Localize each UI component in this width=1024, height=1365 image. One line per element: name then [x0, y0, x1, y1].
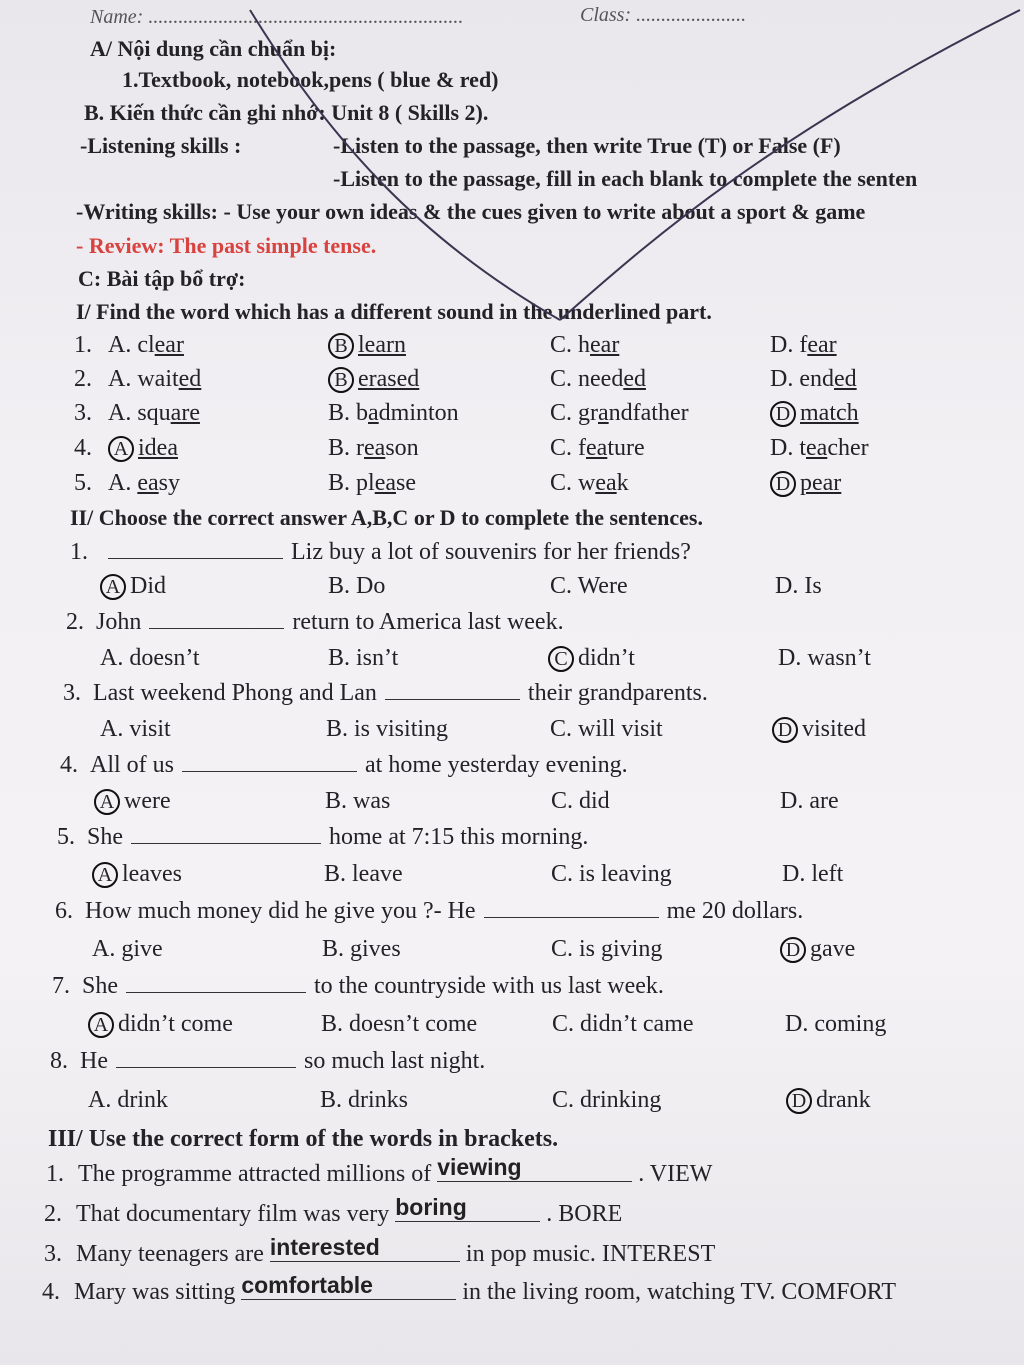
option-text: A. cl — [108, 332, 155, 358]
question-text: . VIEW — [638, 1161, 713, 1187]
option-text: B. doesn’t come — [321, 1011, 478, 1037]
option-text: son — [385, 435, 419, 461]
answer-blank[interactable] — [126, 974, 306, 993]
option-text: leaves — [122, 861, 182, 887]
question-text: He — [80, 1048, 108, 1074]
answer-option — [92, 861, 182, 888]
question-line — [57, 824, 588, 851]
question-number: 3. — [74, 400, 92, 426]
answer-option — [550, 716, 663, 743]
answer-option — [786, 1087, 871, 1114]
underlined-part: ed — [178, 366, 202, 392]
question-text: She — [82, 973, 118, 999]
underlined-part: learn — [358, 332, 406, 358]
option-a — [108, 470, 180, 497]
answer-option — [325, 788, 390, 815]
circled-answer-mark: D — [770, 401, 796, 427]
circled-answer-mark: D — [786, 1088, 812, 1114]
option-a — [108, 332, 184, 359]
option-text: D. are — [780, 788, 839, 814]
option-d — [770, 366, 857, 393]
option-a — [108, 435, 178, 462]
question-number: 7. — [52, 973, 70, 999]
answer-blank[interactable] — [116, 1049, 296, 1068]
option-d — [770, 435, 869, 462]
handwritten-answer[interactable]: comfortable — [241, 1272, 456, 1300]
answer-option — [324, 861, 403, 888]
option-c — [550, 435, 645, 462]
question-text: at home yesterday evening. — [365, 752, 628, 778]
option-text: ture — [607, 435, 645, 461]
question-text: She — [87, 824, 123, 850]
part3-title: III/ Use the correct form of the words in brackets. — [48, 1126, 559, 1152]
answer-option — [551, 936, 662, 963]
writing-skills: -Writing skills: - Use your own ideas & the cues given to write about a sport & game — [76, 199, 866, 224]
option-text: D. Is — [775, 573, 822, 599]
option-text: k — [616, 470, 629, 496]
option-text: C. is leaving — [551, 861, 672, 887]
underlined-part: match — [800, 400, 859, 426]
handwritten-answer[interactable]: viewing — [437, 1154, 632, 1182]
section-b-title: B. Kiến thức cần ghi nhớ: Unit 8 ( Skills 2). — [84, 100, 489, 125]
question-text: in pop music. INTEREST — [465, 1241, 716, 1267]
option-text: D. end — [770, 366, 834, 392]
option-b — [328, 400, 459, 427]
name-dots: ............................................................... — [148, 6, 464, 28]
underlined-part: ed — [623, 366, 646, 392]
question-line — [63, 680, 708, 707]
option-text: A. — [108, 470, 138, 496]
answer-option — [328, 645, 398, 672]
underlined-part: ed — [833, 366, 857, 392]
answer-blank[interactable] — [385, 681, 520, 700]
question-number: 1. — [74, 332, 92, 358]
question-text: How much money did he give you ?- He — [85, 898, 476, 924]
question-number: 4. — [42, 1279, 60, 1305]
underlined-part: are — [170, 400, 200, 426]
underlined-part: ea — [364, 435, 386, 461]
option-d — [770, 400, 859, 427]
question-number: 1. — [46, 1161, 64, 1187]
question-number: 2. — [74, 366, 92, 392]
option-text: D. left — [782, 861, 844, 887]
circled-answer-mark: A — [92, 862, 118, 888]
answer-option — [780, 788, 839, 815]
handwritten-answer[interactable]: boring — [395, 1194, 540, 1222]
option-text: C. need — [550, 366, 624, 392]
option-text: visited — [802, 716, 866, 742]
question-number: 2. — [44, 1201, 62, 1227]
underlined-part: ear — [807, 332, 837, 358]
answer-option — [778, 645, 871, 672]
option-c — [550, 470, 629, 497]
answer-option — [322, 936, 401, 963]
answer-option — [780, 936, 855, 963]
underlined-part: erased — [358, 366, 420, 392]
circled-answer-mark: A — [108, 436, 134, 462]
question-line — [55, 898, 803, 925]
option-text: D. coming — [785, 1011, 887, 1037]
option-text: didn’t come — [118, 1011, 233, 1037]
option-text: C. gr — [550, 400, 598, 426]
option-text: A. squ — [108, 400, 171, 426]
option-text: A. give — [92, 936, 163, 962]
option-text: B. isn’t — [328, 645, 399, 671]
question-line — [70, 539, 691, 566]
answer-option — [100, 716, 171, 743]
underlined-part: idea — [138, 435, 178, 461]
question-line — [60, 752, 628, 779]
option-c — [550, 400, 689, 427]
answer-option — [326, 716, 448, 743]
option-text: se — [396, 470, 416, 496]
answer-blank[interactable] — [131, 825, 321, 844]
circled-answer-mark: A — [94, 789, 120, 815]
answer-option — [775, 573, 822, 600]
question-number: 1. — [70, 539, 88, 565]
answer-blank[interactable] — [182, 753, 357, 772]
answer-option — [551, 788, 610, 815]
underlined-part: ea — [595, 470, 617, 496]
answer-option — [88, 1087, 168, 1114]
circled-answer-mark: D — [770, 471, 796, 497]
part2-title: II/ Choose the correct answer A,B,C or D to complete the sentences. — [70, 505, 703, 530]
question-number: 6. — [55, 898, 73, 924]
option-text: A. doesn’t — [100, 645, 200, 671]
question-text: home at 7:15 this morning. — [329, 824, 589, 850]
option-text: D. wasn’t — [778, 645, 871, 671]
answer-option — [552, 1011, 694, 1038]
option-text: didn’t — [578, 645, 635, 671]
name-field — [90, 6, 463, 29]
listening-task-2: -Listen to the passage, fill in each blank to complete the senten — [333, 166, 918, 191]
answer-option — [88, 1011, 233, 1038]
option-a — [108, 400, 200, 427]
answer-option — [551, 861, 672, 888]
option-c — [550, 332, 619, 359]
listening-task-1: -Listen to the passage, then write True (T) or False (F) — [333, 133, 841, 158]
option-text: D. t — [770, 435, 806, 461]
question-number: 5. — [74, 470, 92, 496]
question-text: All of us — [90, 752, 174, 778]
name-label: Name: — [90, 6, 144, 28]
option-text: B. is visiting — [326, 716, 449, 742]
section-c-title: C: Bài tập bổ trợ: — [78, 266, 246, 291]
question-text: in the living room, watching TV. COMFORT — [462, 1279, 897, 1305]
section-a-title: A/ Nội dung cần chuẩn bị: — [90, 36, 337, 61]
underlined-part: ea — [137, 470, 159, 496]
option-text: B. leave — [324, 861, 403, 887]
option-text: C. did — [551, 788, 610, 814]
question-text: . BORE — [546, 1201, 623, 1227]
question-text: John — [96, 609, 142, 635]
option-d — [770, 332, 837, 359]
underlined-part: pear — [800, 470, 842, 496]
question-text: return to America last week. — [292, 609, 564, 635]
answer-option — [552, 1087, 661, 1114]
question-line — [50, 1048, 485, 1075]
answer-blank[interactable] — [484, 899, 659, 918]
option-b — [328, 470, 416, 497]
listening-label: -Listening skills : — [80, 133, 242, 158]
question-text: Liz buy a lot of souvenirs for her friends? — [291, 539, 691, 565]
answer-option — [100, 645, 200, 672]
question-number: 8. — [50, 1048, 68, 1074]
option-text: C. h — [550, 332, 591, 358]
option-text: sy — [158, 470, 180, 496]
class-field — [580, 4, 746, 27]
answer-option — [772, 716, 866, 743]
answer-blank[interactable] — [149, 610, 284, 629]
option-text: drank — [816, 1087, 871, 1113]
question-text: to the countryside with us last week. — [314, 973, 664, 999]
circled-answer-mark: B — [328, 333, 354, 359]
option-text: C. w — [550, 470, 596, 496]
option-text: B. gives — [322, 936, 401, 962]
handwritten-answer[interactable]: interested — [270, 1234, 460, 1262]
answer-blank[interactable] — [108, 540, 283, 559]
question-number: 4. — [74, 435, 92, 461]
option-text: C. is giving — [551, 936, 663, 962]
option-b — [328, 435, 419, 462]
option-a — [108, 366, 201, 393]
underlined-part: a — [598, 400, 609, 426]
option-text: B. was — [325, 788, 391, 814]
answer-option — [92, 936, 163, 963]
question-text: so much last night. — [303, 1048, 486, 1074]
question-number: 3. — [63, 680, 81, 706]
word-form-item — [44, 1194, 623, 1228]
answer-option — [550, 573, 628, 600]
circled-answer-mark: A — [88, 1012, 114, 1038]
question-text: Last weekend Phong and Lan — [93, 680, 377, 706]
option-text: B. r — [328, 435, 364, 461]
answer-option — [328, 573, 385, 600]
question-line — [52, 973, 664, 1000]
option-text: A. drink — [88, 1087, 168, 1113]
answer-option — [785, 1011, 886, 1038]
question-number: 2. — [66, 609, 84, 635]
option-text: D. f — [770, 332, 808, 358]
option-text: C. Were — [550, 573, 628, 599]
question-number: 4. — [60, 752, 78, 778]
circled-answer-mark: A — [100, 574, 126, 600]
option-d — [770, 470, 841, 497]
circled-answer-mark: D — [772, 717, 798, 743]
option-text: dminton — [378, 400, 459, 426]
option-text: C. will visit — [550, 716, 663, 742]
underlined-part: ea — [806, 435, 828, 461]
part1-title: I/ Find the word which has a different sound in the underlined part. — [76, 299, 712, 324]
option-text: B. b — [328, 400, 369, 426]
section-a-item: 1.Textbook, notebook,pens ( blue & red) — [122, 67, 499, 92]
question-number: 3. — [44, 1241, 62, 1267]
underlined-part: ea — [374, 470, 396, 496]
option-b — [328, 366, 419, 393]
option-text: were — [124, 788, 171, 814]
question-number: 5. — [57, 824, 75, 850]
option-text: C. drinking — [552, 1087, 662, 1113]
question-text: Many teenagers are — [76, 1241, 264, 1267]
option-b — [328, 332, 406, 359]
answer-option — [320, 1087, 408, 1114]
option-text: ndfather — [608, 400, 689, 426]
circled-answer-mark: C — [548, 646, 574, 672]
underlined-part: ea — [586, 435, 608, 461]
option-text: C. f — [550, 435, 586, 461]
question-line — [66, 609, 564, 636]
option-text: A. visit — [100, 716, 171, 742]
review-note: - Review: The past simple tense. — [76, 233, 377, 258]
option-text: Did — [130, 573, 166, 599]
option-text: B. Do — [328, 573, 386, 599]
option-text: gave — [810, 936, 856, 962]
option-text: A. wait — [108, 366, 179, 392]
answer-option — [321, 1011, 477, 1038]
answer-option — [100, 573, 166, 600]
answer-option — [548, 645, 635, 672]
word-form-item — [44, 1234, 716, 1268]
question-text: That documentary film was very — [76, 1201, 390, 1227]
option-text: C. didn’t came — [552, 1011, 694, 1037]
underlined-part: ear — [154, 332, 184, 358]
answer-option — [782, 861, 843, 888]
underlined-part: ear — [590, 332, 620, 358]
class-dots: ...................... — [636, 4, 747, 26]
question-text: their grandparents. — [527, 680, 708, 706]
circled-answer-mark: D — [780, 937, 806, 963]
option-text: cher — [827, 435, 869, 461]
answer-option — [94, 788, 171, 815]
class-label: Class: — [580, 4, 632, 26]
word-form-item — [46, 1154, 713, 1188]
option-c — [550, 366, 646, 393]
question-text: Mary was sitting — [74, 1279, 236, 1305]
question-text: The programme attracted millions of — [78, 1161, 432, 1187]
underlined-part: a — [368, 400, 379, 426]
option-text: B. drinks — [320, 1087, 409, 1113]
circled-answer-mark: B — [328, 367, 354, 393]
word-form-item — [42, 1272, 897, 1306]
option-text: B. pl — [328, 470, 375, 496]
question-text: me 20 dollars. — [666, 898, 804, 924]
